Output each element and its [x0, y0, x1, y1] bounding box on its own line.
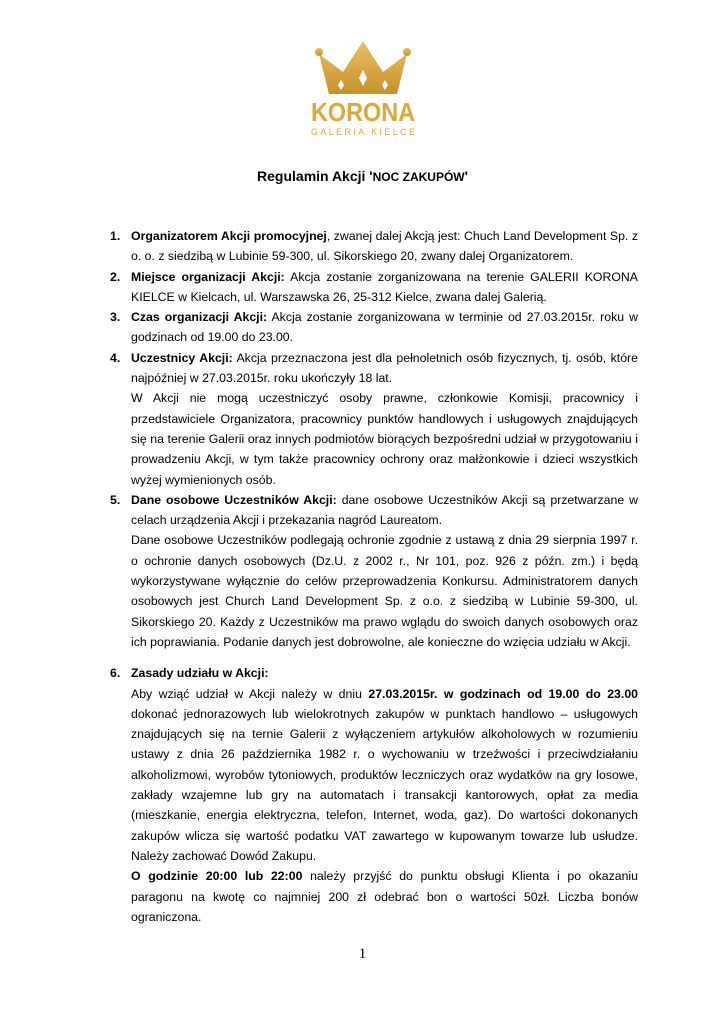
section-heading: Miejsce organizacji Akcji: — [131, 269, 285, 284]
section-number: 3. — [110, 310, 121, 325]
section-number: 1. — [110, 229, 121, 243]
section-text: Akcja przeznaczona jest dla pełnoletnich osób fizycznych, tj. osób, które najpóźniej w 27.03.2015r. roku ukończyły 18 lat. — [131, 350, 638, 386]
section-heading: Czas organizacji Akcji: — [131, 310, 268, 325]
logo-brand: KORONA — [310, 97, 415, 127]
regulations-body — [110, 226, 638, 927]
section-participants — [110, 348, 638, 490]
document-title: Regulamin Akcji 'NOC ZAKUPÓW' — [257, 168, 468, 184]
section-text: Akcja zostanie zorganizowana na terenie GALERII KORONA KIELCE w Kielcach, ul. Warszawska 26, 25-312 Kielce, zwana dalej Galerią. — [131, 269, 638, 304]
date-time-emphasis: 27.03.2015r. w godzinach od 19.00 do 23.00 — [368, 686, 638, 701]
section-paragraph: O godzinie 20:00 lub 22:00 należy przyjść do punktu obsługi Klienta i po okazaniu paragonu na kwotę co najmniej 200 zł odebrać bon o wartości 50zł. Liczba bonów ograniczona. — [131, 869, 638, 924]
section-time — [110, 307, 638, 348]
section-number: 4. — [110, 350, 121, 365]
section-organizer — [110, 226, 638, 267]
section-number: 6. — [110, 666, 121, 681]
page-number: 1 — [358, 946, 367, 962]
section-paragraph: Aby wziąć udział w Akcji należy w dniu 27.03.2015r. w godzinach od 19.00 do 23.00 dokonać jednorazowych lub wielokrotnych zakupów w punktach handlowo – usługowych znajdujących się na ternie Galerii z wyłączeniem artykułów alkoholowych w rozumieniu ustawy z dnia 26 października 1982 r. o wychowaniu w trzeźwości i przeciwdziałaniu alkoholizmowi, wyrobów tytoniowych, produktów leczniczych oraz wydatków na gry losowe, zakłady wzajemne lub gry na automatach i transakcji kantorowych, opłat za media (mieszkanie, energia elektryczna, telefon, Internet, woda, gaz). Do wartości dokonanych zakupów wlicza się wartość podatku VAT zawartego w kupowanym towarze lub usłudze. Należy zachować Dowód Zakupu. — [131, 686, 638, 863]
section-location — [110, 267, 638, 308]
section-text: , zwanej dalej Akcją jest: Chuch Land Development Sp. z o. o. z siedzibą w Lubinie 59-300, ul. Sikorskiego 20, zwany dalej Organizatorem. — [131, 229, 639, 264]
section-text: Akcja zostanie zorganizowana w terminie od 27.03.2015r. roku w godzinach od 19.00 do 23.00. — [131, 310, 638, 345]
section-number: 2. — [110, 269, 121, 284]
crown-icon — [293, 38, 433, 143]
section-personal-data — [110, 490, 638, 652]
section-paragraph: W Akcji nie mogą uczestniczyć osoby prawne, członkowie Komisji, pracownicy i przedstawiciele Organizatora, pracownicy punktów handlowych i usługowych znajdujących się na terenie Galerii oraz innych podmiotów biorących bezpośredni udział w przygotowaniu i prowadzeniu Akcji, w tym także pracownicy ochrony oraz małżonkowie i dzieci wszystkich wyżej wymienionych osób. — [131, 391, 638, 487]
section-heading: Organizatorem Akcji promocyjnej — [131, 229, 327, 243]
section-heading: Uczestnicy Akcji: — [131, 350, 233, 365]
section-heading: Zasady udziału w Akcji: — [131, 666, 269, 681]
section-heading: Dane osobowe Uczestników Akcji: — [131, 492, 337, 507]
hour-emphasis: O godzinie 20:00 lub 22:00 — [131, 869, 303, 884]
korona-logo — [0, 38, 725, 143]
logo-tagline: GALERIA KIELCE — [310, 127, 415, 137]
section-rules — [110, 663, 638, 927]
section-paragraph: Dane osobowe Uczestników podlegają ochronie zgodnie z ustawą z dnia 29 sierpnia 1997 r. o ochronie danych osobowych (Dz.U. z 2002 r., Nr 101, poz. 926 z późn. zm.) i będą wykorzystywane wyłącznie do celów przeprowadzenia Konkursu. Administratorem danych osobowych jest Church Land Development Sp. z o.o. z siedzibą w Lubinie 59-300, ul. Sikorskiego 20. Każdy z Uczestników ma prawo wglądu do swoich danych osobowych oraz ich poprawiania. Podanie danych jest dobrowolne, ale konieczne do wzięcia udziału w Akcji. — [131, 533, 638, 649]
section-text: dane osobowe Uczestników Akcji są przetwarzane w celach urządzenia Akcji i przekazania nagród Laureatom. — [131, 492, 639, 528]
section-number: 5. — [110, 492, 121, 507]
